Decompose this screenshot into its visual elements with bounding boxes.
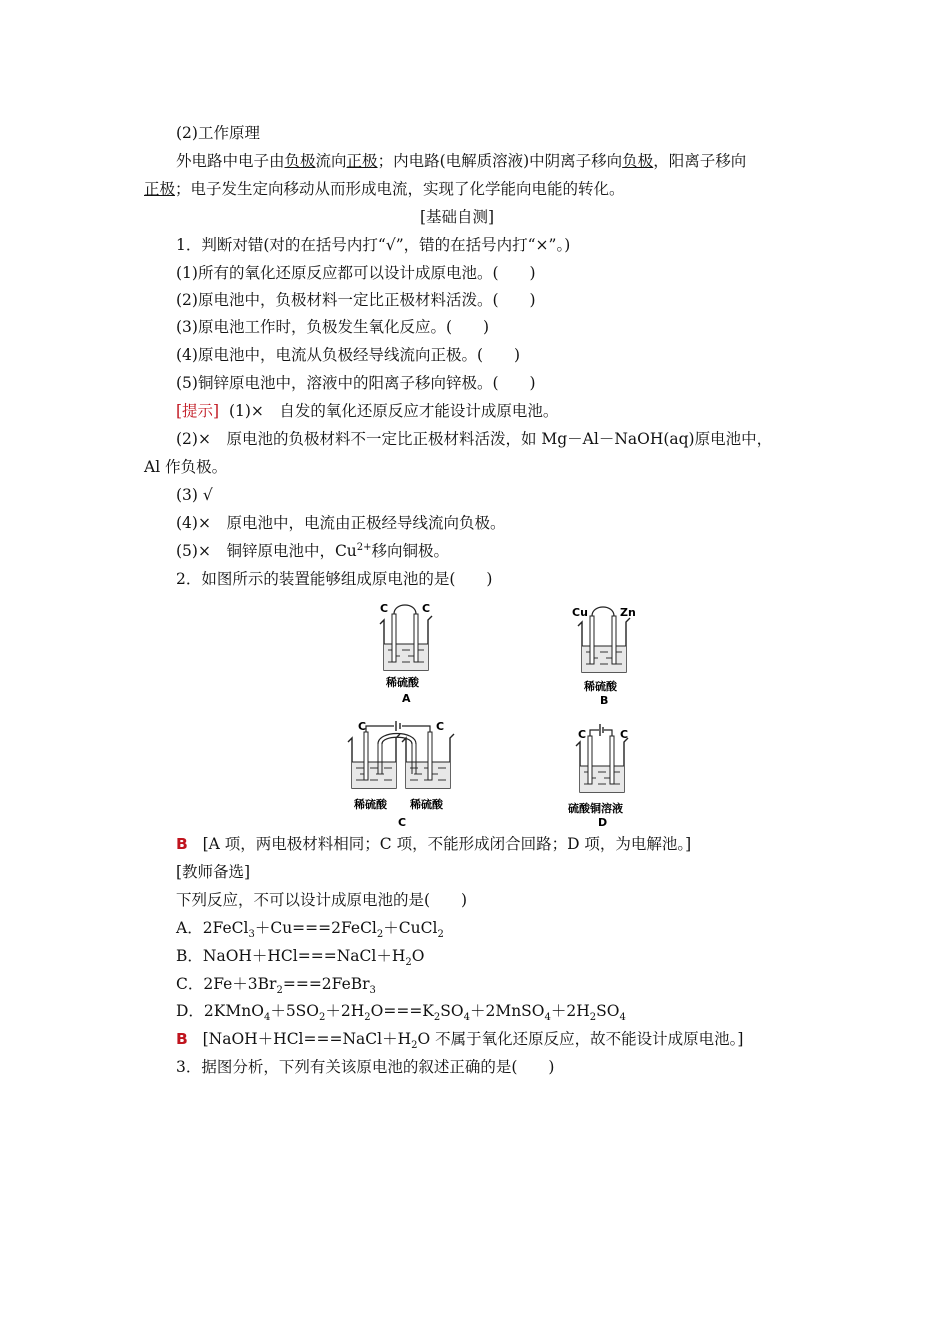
option-letter: B [600,694,609,707]
text: [NaOH＋HCl===NaCl＋H [202,1030,412,1048]
hint-2-cont: Al 作负极。 [144,458,228,476]
electrode-label-left: C [578,728,587,741]
q2-answer-line [176,834,691,854]
electrode-label-left: C [358,720,367,733]
text: 外电路中电子由 [176,152,285,170]
option-a: A．2FeCl$_3$＋Cu===2FeCl$_2$＋CuCl$_2$ [176,919,444,941]
text: 移向铜极。 [371,542,450,560]
hint-line-1 [176,401,558,421]
blank-negative: 负极 [284,152,316,170]
electrode-label-right: C [422,602,431,615]
q1-item-2: (2)原电池中，负极材料一定比正极材料活泼。( ) [176,291,536,309]
electrode-label-left: C [380,602,389,615]
q2-explanation: [A 项，两电极材料相同；C 项，不能形成闭合回路；D 项，为电解池。] [202,835,692,853]
solution-label-right: 稀硫酸 [410,798,443,811]
text: O 不属于氧化还原反应，故不能设计成原电池。] [417,1030,744,1048]
electrode-label-right: Zn [620,606,636,619]
text: (5)× 铜锌原电池中，Cu [176,542,357,560]
solution-label: 稀硫酸 [386,676,419,689]
text: ，阳离子移向 [653,152,747,170]
figure-device-d [566,720,656,832]
teacher-answer-line [176,1029,744,1052]
q1-item-5: (5)铜锌原电池中，溶液中的阳离子移向锌极。( ) [176,374,536,392]
hint-4: (4)× 原电池中，电流由正极经导线流向负极。 [176,514,506,532]
answer-letter: B [176,1030,188,1048]
hint-3: (3) √ [176,486,213,504]
figure-device-a [370,598,450,708]
blank-negative: 负极 [622,152,654,170]
option-letter: A [402,692,411,705]
q1-item-3: (3)原电池工作时，负极发生氧化反应。( ) [176,318,490,336]
answer-letter: B [176,835,188,853]
figure-device-c [340,716,470,834]
principle-line-1 [176,151,746,171]
hint-1: (1)× 自发的氧化还原反应才能设计成原电池。 [228,402,559,420]
blank-positive: 正极 [346,152,378,170]
principle-heading: (2)工作原理 [176,124,260,142]
text: ；内电路(电解质溶液)中阴离子移向 [377,152,623,170]
q1-stem: 1．判断对错(对的在括号内打“√”，错的在括号内打“×”。) [176,236,571,254]
text: 流向 [315,152,347,170]
solution-label-left: 稀硫酸 [354,798,387,811]
electrode-label-right: C [436,720,445,733]
teacher-label: [教师备选] [176,863,251,881]
hint-2: (2)× 原电池的负极材料不一定比正极材料活泼，如 Mg－Al－NaOH(aq)原电池中， [176,430,773,448]
q1-item-1: (1)所有的氧化还原反应都可以设计成原电池。( ) [176,264,536,282]
blank-positive: 正极 [144,180,176,198]
option-letter: D [598,816,608,829]
electrode-label-right: C [620,728,629,741]
hint-5 [176,541,449,561]
figure-device-b [568,600,648,710]
superscript: 2+ [356,541,372,553]
teacher-stem: 下列反应，不可以设计成原电池的是( ) [176,891,468,909]
q2-stem: 2．如图所示的装置能够组成原电池的是( ) [176,570,493,588]
electrode-label-left: Cu [572,606,588,619]
option-b: B．$NaOH+HCl===NaCl+H_2O$ [176,947,425,969]
solution-label: 硫酸铜溶液 [568,802,623,815]
option-c: C．$2Fe+3Br_2===2FeBr_3$ [176,975,376,997]
section-title: [基础自测] [420,208,495,226]
option-letter: C [398,816,407,829]
solution-label: 稀硫酸 [584,680,617,693]
q3-stem: 3．据图分析，下列有关该原电池的叙述正确的是( ) [176,1058,555,1076]
hint-label: [提示] [176,402,220,420]
subscript: 2 [411,1040,418,1052]
option-d: D．$2KMnO_4+5SO_2+2H_2O===K_2SO_4+2MnSO_4+2H_2SO_4$ [176,1002,626,1024]
principle-line-2 [144,179,625,199]
text: ；电子发生定向移动从而形成电流，实现了化学能向电能的转化。 [175,180,625,198]
q1-item-4: (4)原电池中，电流从负极经导线流向正极。( ) [176,346,521,364]
